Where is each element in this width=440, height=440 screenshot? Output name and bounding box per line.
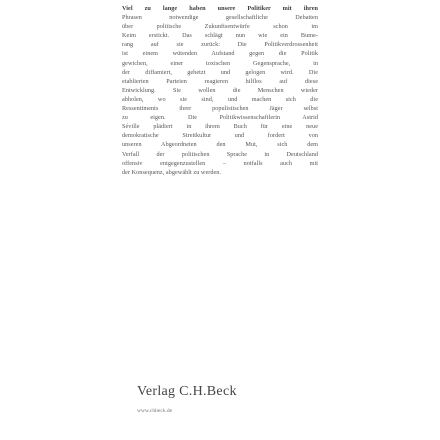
publisher-name: Verlag C.H.Beck <box>137 384 237 399</box>
blurb-line: der Konsequenz, abgewählt zu werden. <box>122 168 222 176</box>
blurb-line: offensiv entgegenzustellen – notfalls auch mit <box>122 159 318 167</box>
blurb-line: zu eigen. Die Politikwissenschaftlerin Astrid <box>122 114 318 122</box>
blurb-line: Ressentiments ihrer populistischen Jäger selbst <box>122 105 318 113</box>
blurb-line: demokratische Streitkultur und fordert von <box>122 132 318 140</box>
publisher-url: www.chbeck.de <box>137 408 173 414</box>
blurb-line: ist einem wütenden Aufstand gegen die Politik <box>122 50 318 58</box>
blurb-line: Phrasen notwendige gesellschaftliche Debatten <box>122 14 318 22</box>
publisher-block <box>137 384 337 415</box>
blurb-line: der diffamiert, gehetzt und gelogen wird. Die <box>122 68 318 76</box>
blurb-line: etablierten Parteien reagieren hilflos auf diese <box>122 77 318 85</box>
blurb-line: unseren Abgeordneten den Mut, sich dem <box>122 141 318 149</box>
blurb-line: Keim erstickt. Das schlägt nun wie ein Bume- <box>122 32 318 40</box>
blurb-line: Entwicklung. Sie wollen die Menschen wieder <box>122 86 318 94</box>
blurb-line: Viel zu lange haben unsere Politiker mit ihren <box>122 5 318 12</box>
blurb-line: rang auf sie zurück: Die Politikverdrossenheit <box>122 41 318 49</box>
blurb-text <box>122 4 318 177</box>
blurb-line: abholen, wo sie sind, und machen sich die <box>122 95 318 103</box>
blurb-line: über politische Zukunftsentwürfe schon im <box>122 23 318 31</box>
blurb-line: gewichen, einer toxischen Gegensprache, in <box>122 59 318 67</box>
blurb-line: Séville plädiert in ihrem Buch für eine neue <box>122 123 318 131</box>
blurb-line: Verfall der politischen Sprache in Deutschland <box>122 150 318 158</box>
